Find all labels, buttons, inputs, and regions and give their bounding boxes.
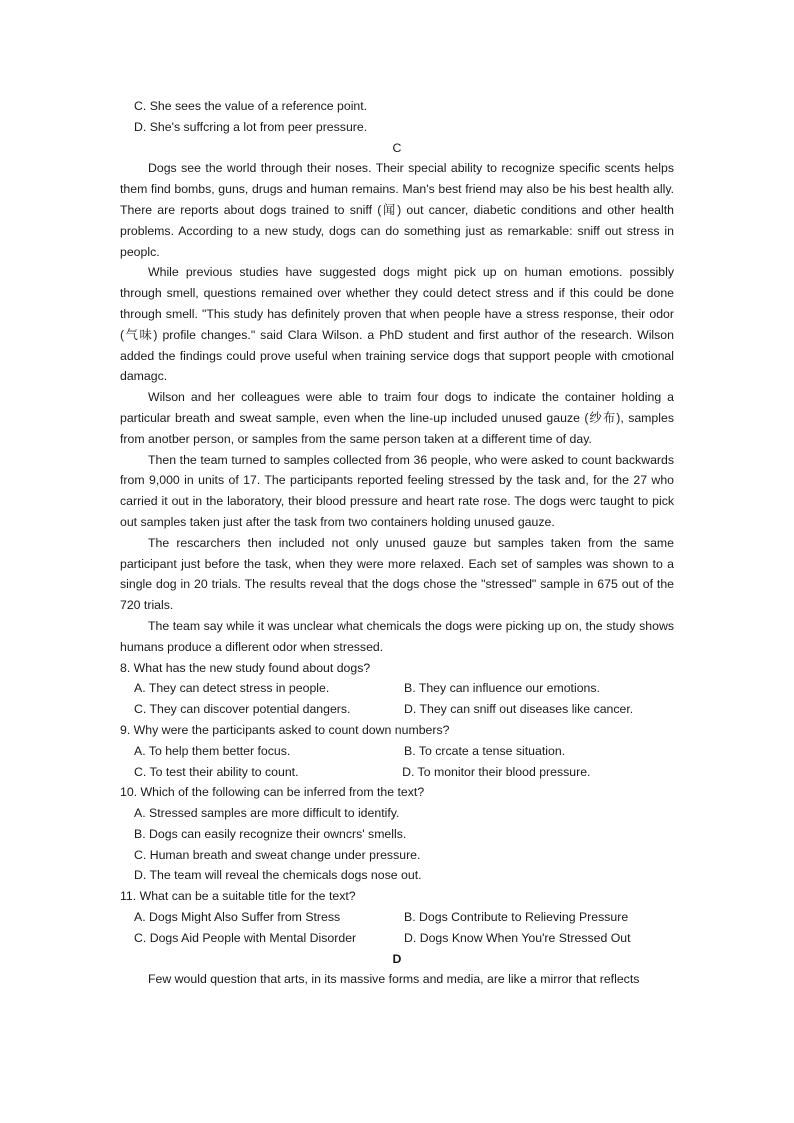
question-8-options-row-1 [120,678,674,699]
question-9-options-row-2 [120,762,674,783]
question-9-option-b: B. To crcate a tense situation. [404,743,566,758]
question-11-options-row-2 [120,928,674,949]
question-11-stem: 11. What can be a suitable title for the text? [120,889,356,904]
question-8-option-b: B. They can influence our emotions. [404,681,600,696]
question-9-options-row-1 [120,741,674,762]
option-c-prev: C. She sees the value of a reference point. [134,99,368,113]
question-11-option-d: D. Dogs Know When You're Stressed Out [404,930,631,945]
question-10-option-a: A. Stressed samples are more difficult to identify. [134,806,400,821]
question-11-option-b: B. Dogs Contribute to Relieving Pressure [404,910,629,925]
passage-paragraph-6: The team say while it was unclear what chemicals the dogs were picking up on, the study shows humans produce a diflerent odor when stressed. [120,618,674,654]
question-8-option-d: D. They can sniff out diseases like cancer. [404,702,634,717]
passage-paragraph-3: Wilson and her colleagues were able to traim four dogs to indicate the container holding a particular breath and sweat sample, even when the line-up included unused gauze (纱布), samples from anotber person, or samples from the same person taken at a different time of day. [120,390,674,446]
question-11-option-c: C. Dogs Aid People with Mental Disorder [134,930,357,945]
question-11-option-a: A. Dogs Might Also Suffer from Stress [134,910,341,925]
section-d-heading: D [392,951,402,966]
passage-paragraph-2: While previous studies have suggested dogs might pick up on human emotions. possibly through smell, questions remained over whether they could detect stress and if this could be done through smell. "This study has definitely proven that when people have a stress response, their odor (气味) profile changes." said Clara Wilson. a PhD student and first author of the research. Wilson added the findings could prove useful when training service dogs that support people with cmotional damagc. [120,265,674,384]
question-10-option-b: B. Dogs can easily recognize their owncrs' smells. [134,826,407,841]
section-c-heading: C [392,140,402,155]
question-9-stem: 9. Why were the participants asked to count down numbers? [120,722,450,737]
question-10-option-d: D. The team will reveal the chemicals dogs nose out. [134,868,422,883]
question-9-option-d: D. To monitor their blood pressure. [402,764,591,779]
question-8-stem: 8. What has the new study found about dogs? [120,660,371,675]
page-content [120,96,674,990]
question-11-options-row-1 [120,907,674,928]
question-9-option-c: C. To test their ability to count. [134,764,299,779]
passage-paragraph-5: The rescarchers then included not only unused gauze but samples taken from the same participant just before the task, when they were more relaxed. Each set of samples was shown to a single dog in 20 trials. The results reveal that the dogs chose the "stressed" sample in 675 out of the 720 trials. [120,535,674,613]
section-d-first-line: Few would question that arts, in its massive forms and media, are like a mirror that reflects [148,972,640,987]
passage-paragraph-1: Dogs see the world through their noses. Their special ability to recognize specific scents helps them find bombs, guns, drugs and human remains. Man's best friend may also be his best health ally. There are reports about dogs trained to sniff (闻) out cancer, diabetic conditions and other health problems. According to a new study, dogs can do something just as remarkable: sniff out stress in peoplc. [120,161,674,259]
question-8-option-c: C. They can discover potential dangers. [134,702,351,717]
question-10-stem: 10. Which of the following can be inferred from the text? [120,785,425,800]
question-9-option-a: A. To help them better focus. [134,743,291,758]
question-8-option-a: A. They can detect stress in people. [134,681,330,696]
question-10-option-c: C. Human breath and sweat change under pressure. [134,847,421,862]
question-8-options-row-2 [120,699,674,720]
passage-paragraph-4: Then the team turned to samples collected from 36 people, who were asked to count backwards from 9,000 in units of 17. The participants reported feeling stressed by the task and, for the 27 who carried it out in the laboratory, their blood pressure and heart rate rose. The dogs werc taught to pick out samples taken just after the task from two containers holding unused gauze. [120,452,674,529]
option-d-prev: D. She's suffcring a lot from peer pressure. [134,119,368,134]
